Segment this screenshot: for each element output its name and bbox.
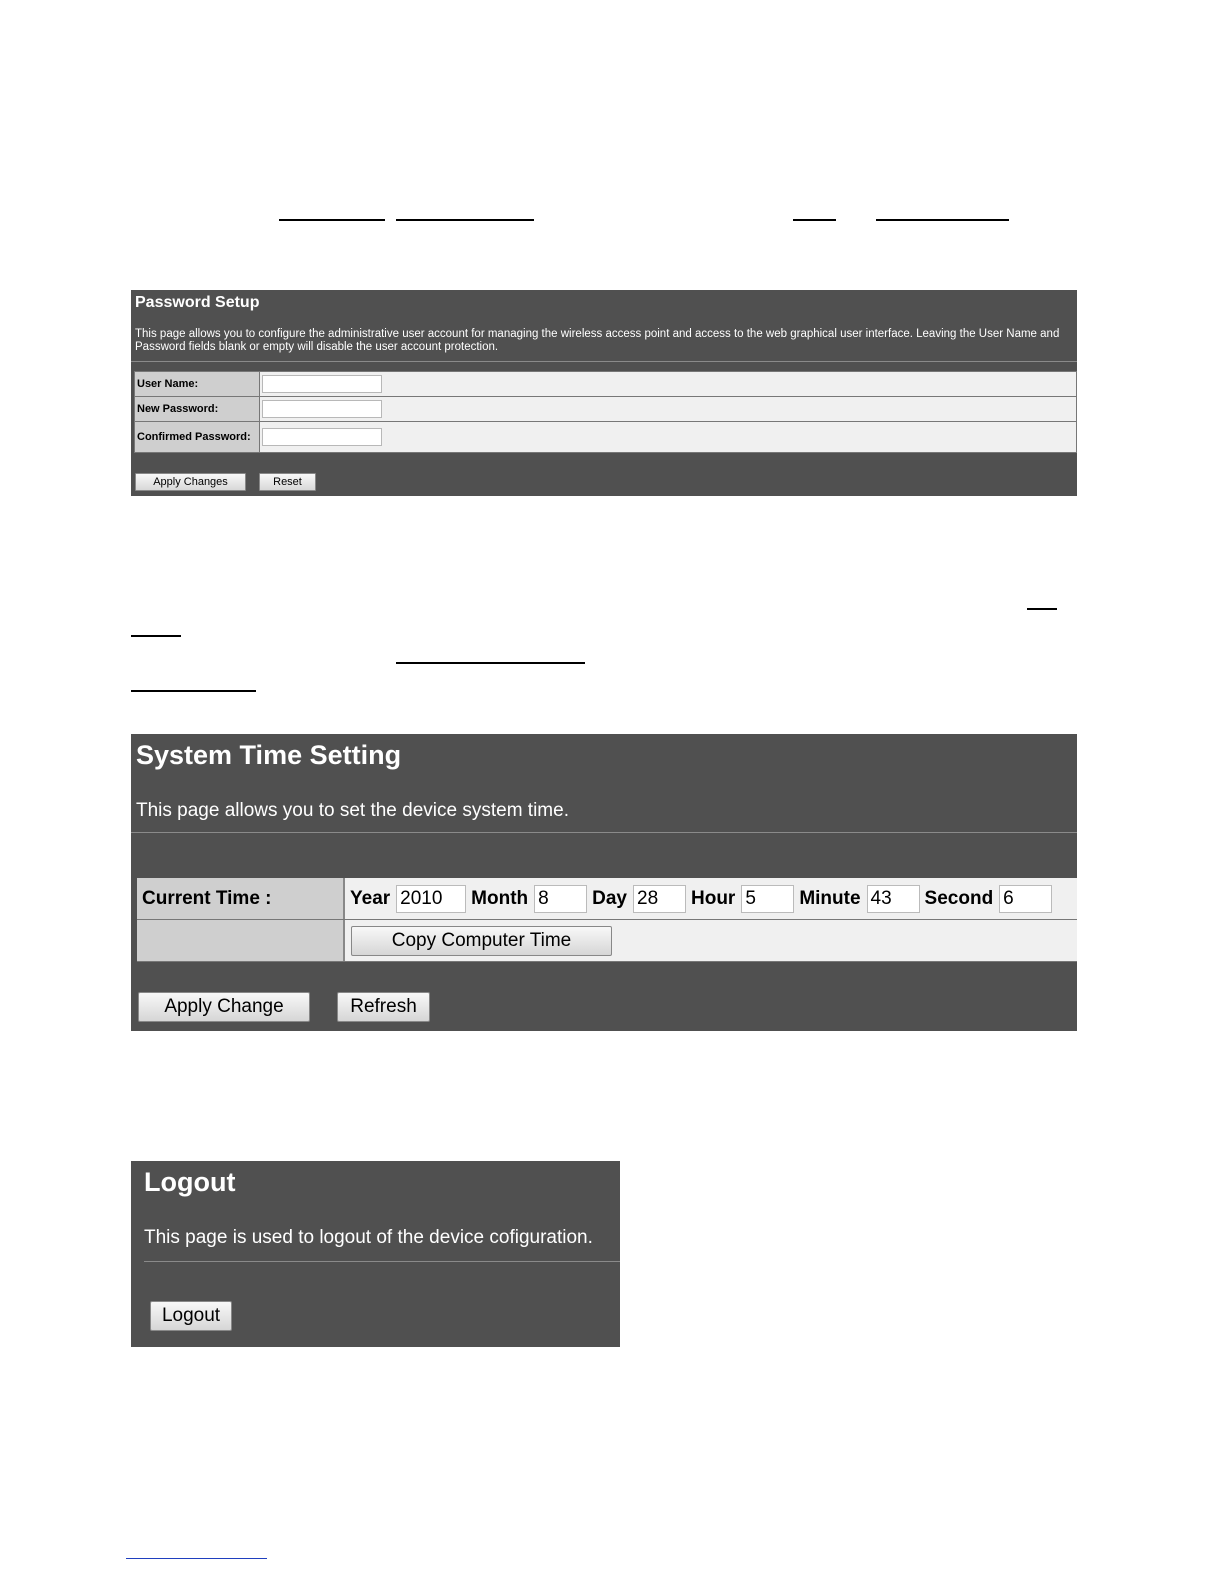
divider bbox=[131, 832, 1077, 833]
copy-computer-time-button[interactable]: Copy Computer Time bbox=[351, 926, 612, 956]
text-underline bbox=[131, 635, 181, 637]
confirmed-password-label: Confirmed Password: bbox=[135, 422, 260, 453]
reset-button[interactable]: Reset bbox=[259, 473, 316, 491]
panel-description: This page allows you to configure the administrative user account for managing the wireless access point and access to the web graphical user interface. Leaving the User Name and Password fields blank or empty will disable the user account protection. bbox=[135, 328, 1060, 353]
apply-changes-button[interactable]: Apply Changes bbox=[135, 473, 246, 491]
hour-input[interactable]: 5 bbox=[741, 885, 794, 913]
panel-title: Password Setup bbox=[135, 294, 260, 311]
divider bbox=[144, 1261, 620, 1262]
user-name-label: User Name: bbox=[135, 372, 260, 397]
text-underline bbox=[131, 690, 256, 692]
second-input[interactable]: 6 bbox=[999, 885, 1052, 913]
text-underline bbox=[396, 662, 585, 664]
link-underline bbox=[126, 1558, 267, 1559]
year-input[interactable]: 2010 bbox=[396, 885, 466, 913]
password-setup-panel bbox=[131, 290, 1077, 496]
text-underline bbox=[876, 219, 1009, 221]
day-label: Day bbox=[592, 887, 627, 909]
current-time-label: Current Time : bbox=[137, 878, 345, 919]
password-form-table bbox=[134, 371, 1077, 453]
text-underline bbox=[396, 219, 534, 221]
minute-label: Minute bbox=[799, 887, 861, 909]
minute-input[interactable]: 43 bbox=[867, 885, 920, 913]
text-underline bbox=[793, 219, 836, 221]
second-label: Second bbox=[924, 887, 994, 909]
hour-label: Hour bbox=[691, 887, 736, 909]
panel-description: This page allows you to set the device system time. bbox=[136, 800, 569, 821]
user-name-input[interactable] bbox=[262, 375, 382, 393]
month-label: Month bbox=[471, 887, 529, 909]
new-password-input[interactable] bbox=[262, 400, 382, 418]
time-table bbox=[137, 878, 1077, 962]
apply-change-button[interactable]: Apply Change bbox=[138, 992, 310, 1022]
month-input[interactable]: 8 bbox=[534, 885, 587, 913]
year-label: Year bbox=[350, 887, 391, 909]
confirmed-password-input[interactable] bbox=[262, 428, 382, 446]
panel-description: This page is used to logout of the device cofiguration. bbox=[144, 1227, 593, 1248]
panel-title: System Time Setting bbox=[136, 740, 402, 770]
empty-label-cell bbox=[137, 920, 345, 961]
logout-button[interactable]: Logout bbox=[150, 1301, 232, 1331]
text-underline bbox=[279, 219, 385, 221]
system-time-panel bbox=[131, 734, 1077, 1031]
divider bbox=[131, 361, 1077, 362]
panel-title: Logout bbox=[144, 1167, 236, 1197]
refresh-button[interactable]: Refresh bbox=[337, 992, 430, 1022]
text-underline bbox=[1027, 608, 1057, 610]
new-password-label: New Password: bbox=[135, 397, 260, 422]
logout-panel bbox=[131, 1161, 620, 1347]
day-input[interactable]: 28 bbox=[633, 885, 686, 913]
